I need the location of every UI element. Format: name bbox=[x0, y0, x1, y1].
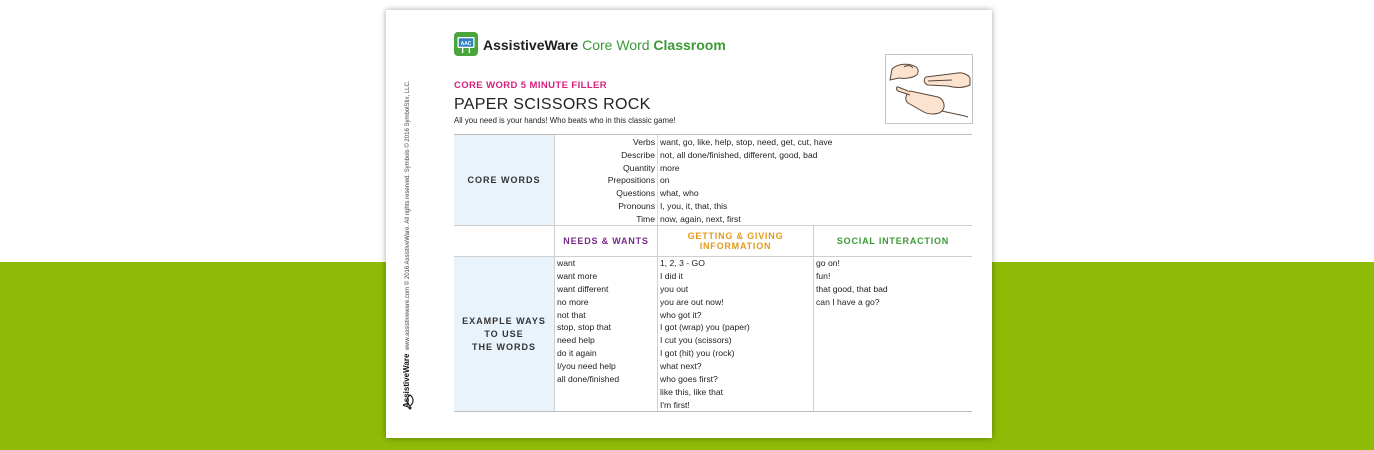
needs-phrase-list bbox=[557, 257, 619, 386]
list-item: who goes first? bbox=[660, 374, 718, 385]
core-word-list: what, who bbox=[660, 188, 699, 199]
core-word-category: Describe bbox=[621, 149, 655, 160]
core-word-category: Prepositions bbox=[607, 175, 655, 186]
list-item: stop, stop that bbox=[557, 322, 611, 333]
logo-badge-text: AAC bbox=[460, 41, 472, 47]
brand-title bbox=[483, 37, 726, 53]
column-header-info-line1: GETTING & GIVING bbox=[687, 231, 784, 241]
list-item: I cut you (scissors) bbox=[660, 335, 732, 346]
column-header-social bbox=[814, 226, 972, 256]
list-item: do it again bbox=[557, 348, 597, 359]
core-word-category: Verbs bbox=[633, 137, 655, 147]
core-word-row bbox=[454, 162, 972, 175]
list-item: no more bbox=[557, 296, 589, 307]
list-item: can I have a go? bbox=[816, 296, 880, 307]
copyright-vertical bbox=[402, 81, 411, 408]
core-word-category: Questions bbox=[616, 188, 655, 199]
page-title: PAPER SCISSORS ROCK bbox=[454, 96, 651, 113]
core-words-label: CORE WORDS bbox=[467, 174, 541, 185]
product-classroom: Classroom bbox=[653, 37, 726, 53]
column-header-needs bbox=[555, 226, 657, 256]
side-legal: www.assistiveware.com © 2016 AssistiveWare. All rights reserved. Symbols © 2016 SymbolStix, LLC. bbox=[405, 80, 411, 351]
aac-board-icon bbox=[454, 32, 478, 56]
list-item: I'm first! bbox=[660, 399, 690, 410]
core-word-list: not, all done/finished, different, good, bad bbox=[660, 149, 818, 160]
core-word-list: now, again, next, first bbox=[660, 213, 741, 224]
list-item: all done/finished bbox=[557, 374, 620, 385]
list-item: you are out now! bbox=[660, 296, 724, 307]
product-core-word: Core Word bbox=[582, 37, 650, 53]
list-item: I got (hit) you (rock) bbox=[660, 348, 735, 359]
column-header-info bbox=[658, 226, 813, 256]
column-header-info-line2: INFORMATION bbox=[699, 241, 772, 251]
core-word-row bbox=[454, 187, 972, 200]
examples-label-line1: EXAMPLE WAYS bbox=[462, 315, 546, 326]
info-phrase-list bbox=[660, 257, 750, 412]
list-item: I got (wrap) you (paper) bbox=[660, 322, 750, 333]
core-word-list: I, you, it, that, this bbox=[660, 201, 728, 211]
list-item: you out bbox=[660, 283, 689, 294]
core-word-category: Pronouns bbox=[618, 201, 655, 211]
list-item: I did it bbox=[660, 270, 683, 281]
core-word-table bbox=[454, 134, 972, 412]
list-item: fun! bbox=[816, 270, 831, 281]
examples-label-line3: THE WORDS bbox=[472, 341, 536, 352]
list-item: 1, 2, 3 - GO bbox=[660, 258, 705, 268]
hands-illustration-icon bbox=[885, 54, 973, 124]
examples-label-cell bbox=[454, 257, 554, 411]
core-word-category: Time bbox=[636, 213, 655, 224]
column-header-needs-text: NEEDS & WANTS bbox=[563, 236, 649, 246]
list-item: what next? bbox=[660, 361, 702, 372]
core-word-row bbox=[454, 149, 972, 162]
examples-label-line2: TO USE bbox=[484, 328, 524, 339]
table-divider bbox=[813, 225, 814, 411]
core-word-list: want, go, like, help, stop, need, get, cut, have bbox=[660, 137, 833, 147]
list-item: want bbox=[557, 258, 576, 268]
column-header-social-text: SOCIAL INTERACTION bbox=[836, 236, 950, 246]
list-item: want different bbox=[557, 283, 609, 294]
core-word-row bbox=[454, 174, 972, 187]
brand-name: AssistiveWare bbox=[483, 37, 579, 53]
core-word-row bbox=[454, 200, 972, 213]
social-phrase-list bbox=[816, 257, 888, 309]
core-word-list: more bbox=[660, 162, 680, 173]
page-subtitle: All you need is your hands! Who beats who in this classic game! bbox=[454, 116, 676, 125]
list-item: want more bbox=[557, 270, 598, 281]
core-word-row bbox=[454, 213, 972, 226]
list-item: I/you need help bbox=[557, 361, 616, 372]
core-word-category: Quantity bbox=[622, 162, 655, 173]
list-item: that good, that bad bbox=[816, 283, 888, 294]
list-item: who got it? bbox=[660, 309, 702, 320]
list-item: need help bbox=[557, 335, 595, 346]
list-item: not that bbox=[557, 309, 586, 320]
eyebrow-label: CORE WORD 5 MINUTE FILLER bbox=[454, 80, 608, 91]
core-word-row bbox=[454, 136, 972, 149]
core-word-list: on bbox=[660, 175, 670, 186]
table-divider bbox=[657, 225, 658, 411]
list-item: like this, like that bbox=[660, 386, 724, 397]
side-brand: AssistiveWare bbox=[402, 353, 411, 408]
list-item: go on! bbox=[816, 258, 840, 268]
table-divider bbox=[657, 135, 658, 225]
